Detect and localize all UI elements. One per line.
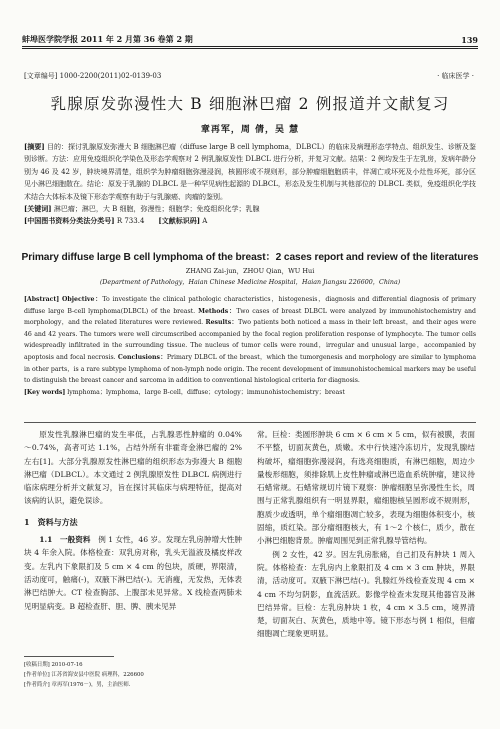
affiliation-en: (Department of Pathology，Haian Chinese Medicine Hospital，Haian Jiangsu 226600，China) [99,279,401,286]
abstract-divider [24,422,476,423]
keywords-cn-label: [关键词] [24,204,52,214]
keywords-en-line [24,387,476,399]
article-title-cn: 乳腺原发弥漫性大 B 细胞淋巴瘤 2 例报道并文献复习 [50,95,450,113]
classification-line [24,215,476,227]
abstract-en-body [24,294,476,387]
abstract-cn [24,141,476,228]
abstract-en-label: [Abstract] [24,296,60,303]
case1-text: 例 1 女性，46 岁。发现左乳房肿增大性肿块 4 年余入院。体格检查：双乳房对称，乳头无溢液及橘皮样改变。左乳内下象限扪及 5 cm × 4 cm 的包块，质硬，界限清，活动度可，触痛(-)，双腋下淋巴结(-)。无消瘦，无发热，无体表淋巴结肿大。CT 检查胸部、上腹部未见异常。X 线检查两肺未见明显病变。B 超检查肝、胆、脾、胰未见异 [24,535,243,611]
abstract-cn-text: 目的：探讨乳腺原发弥漫大 B 细胞淋巴瘤（diffuse large B cell lymphoma，DLBCL）的临床及病理形态学特点、组织发生、诊断及鉴别诊断。方法：应用免疫组织化学染色及形态学观察对 2 例乳腺原发性 DLBCL 进行分析，并复习文献。结果：2 例均发生于左乳房，发病年龄分别为 46 及 42 岁，肿块境界清楚，组织学为肿瘤细胞弥漫浸润，核圆形或不规则形，部分肿瘤细胞胞质丰，伴凋亡或坏死及小灶性坏死，部分区见小淋巴细胞散在。结论：原发于乳腺的 DLBCL 是一种罕见病性起源的 DLBCL，形态及发生机制与其他部位的 DLBCL 类似，免疫组织化学技术结合大体标本及镜下形态学观察有助于与乳腺癌、肉瘤的鉴别。 [24,143,476,201]
header-rule-thin [22,48,478,49]
footnote-rule [24,656,114,657]
article-title-en: Primary diffuse large B cell lymphoma of the breast：2 cases report and review of the literatures [21,252,479,263]
running-header [22,34,478,45]
authors-cn: 章再军，周 倩，吴 慧 [200,125,300,135]
clc-code: R 733.4 [116,217,145,226]
footnote-unit: [作者单位] 江苏省海安县中医院 病理科，226600 [24,672,144,678]
section-heading-1: 1 资料与方法 [24,516,78,527]
keywords-en: lymphoma；lymphoma，large B-cell，diffuse；cytology；immunohistochemistry；breast [67,388,345,396]
journal-issue: 蚌埠医学院学报 2011 年 2 月第 36 卷第 2 期 [22,34,193,44]
footnote-author: [作者简介] 章再军(1976－)，男，主治医师. [24,682,131,688]
clc-label: [中国图书资料分类法分类号] [24,216,115,226]
keywords-en-label: [Key words] [24,388,66,396]
footnote-received: [收稿日期] 2010-07-16 [24,662,83,668]
methods-text: Two cases of breast DLBCL were analyzed by immunohistochemistry and morphology，and the related literatures were reviewed. [24,307,476,327]
body-column-right [257,428,475,641]
header-rule [22,46,478,47]
results-text: Two patients both noticed a mass in their left breast，and their ages were 46 and 42 years. The tumors were well circumscribed accompanied by the focal region proliferation response of lymphocyte. The tumor cells widespreadly infiltrated in the surrounding tissue. The nucleus of tumor cells were round，irregular and unusual large，accompanied by apoptosis and focal necrosis. [24,319,477,361]
objective-text: To investigate the clinical pathologic characteristics，histogenesis，diagnosis and differential diagnosis of primary diffuse large B-cell lymphoma(DLBCL) of the breast. [24,296,476,315]
case1-paragraph [24,533,242,613]
case2-paragraph: 例 2 女性，42 岁。因左乳房胀痛，自己扪及有肿块 1 周入院。体格检查：左乳房内上象限扪及 4 cm × 3 cm 肿块，界限清，活动度可。双腋下淋巴结(-)。乳腺红外线检查发现 4 cm × 4 cm 不均匀阴影，血流活跃。影像学检查未发现其他器官及淋巴结异常。巨检：左乳房肿块 1 枚，4 cm × 3.5 cm，境界清楚，切面灰白、灰黄色，质地中等。镜下形态与例 1 相似，但瘤细胞凋亡现象更明显。 [257,549,475,639]
subsection-heading-1-1: 1.1 一般资料 [39,535,91,545]
doc-code-label: [文献标识码] [158,216,201,226]
results-label: Results： [205,319,239,327]
column-label: · 临床医学 · [437,72,474,80]
intro-paragraph: 原发性乳腺淋巴瘤的发生率低，占乳腺恶性肿瘤的 0.04% ～0.74%，高者可达 1.1%，占结外所有非霍奇金淋巴瘤的 2% 左右[1]。大部分乳腺原发性淋巴瘤的组织形态为弥漫大 B 细胞淋巴瘤（DLBCL）。本文通过 2 例乳腺原发性 DLBCL 病例进行临床病理分析并文献复习，旨在探讨其临床与病理特征，提高对该病的认识，避免误诊。 [24,430,242,506]
methods-label: Methods： [198,307,237,315]
abstract-cn-label: [摘要] [24,142,45,151]
case1-continued: 常。巨检：类圆形肿块 6 cm × 6 cm × 5 cm，似有被膜，表面不平整，切面灰黄色，质嫩。术中行快速冷冻切片，发现乳腺结构破坏，瘤细胞弥漫浸润，有选亮细胞质，有淋巴细胞，周边少量梭形细胞，须排除肌上皮性肿瘤或淋巴造血系统肿瘤，建议待石蜡常规。石蜡常规切片镜下观察：肿瘤细胞呈弥漫性生长，周围与正常乳腺组织有一明显界限，瘤细胞核呈圆形或不规则形，胞质少或透明，单个瘤细胞凋亡较多，表现为细胞体积变小，核固缩，质红染。部分瘤细胞核大，有 1～2 个核仁，质少，散在小淋巴细胞背景。肿瘤周围见到正常乳腺导管结构。 [257,430,475,546]
conclusions-text: Primary DLBCL of the breast，which the tumorgenesis and morphology are similar to lymphoma in other parts，is a rare subtype lymphoma of non-lymph node origin. The recent development of immunohistochemical markers may be useful to distinguish the breast cancer and sarcoma in addition to conventional histological criteria for diagnosis. [24,353,477,385]
footnotes [24,660,242,690]
keywords-cn: 淋巴瘤；淋巴，大 B 细胞，弥漫性；细胞学；免疫组织化学；乳腺 [53,205,260,214]
body-column-left [24,428,242,613]
authors-en: ZHANG Zai-jun，ZHOU Qian，WU Hui [185,267,315,275]
abstract-cn-body [24,141,476,203]
abstract-en [24,294,476,398]
doc-code: A [202,217,208,226]
keywords-cn-line [24,203,476,215]
page-number: 139 [461,35,478,45]
article-number: [文章编号] 1000-2200(2011)02-0139-03 [24,72,162,80]
objective-label: Objective： [62,296,103,303]
conclusions-label: Conclusions： [117,353,167,361]
